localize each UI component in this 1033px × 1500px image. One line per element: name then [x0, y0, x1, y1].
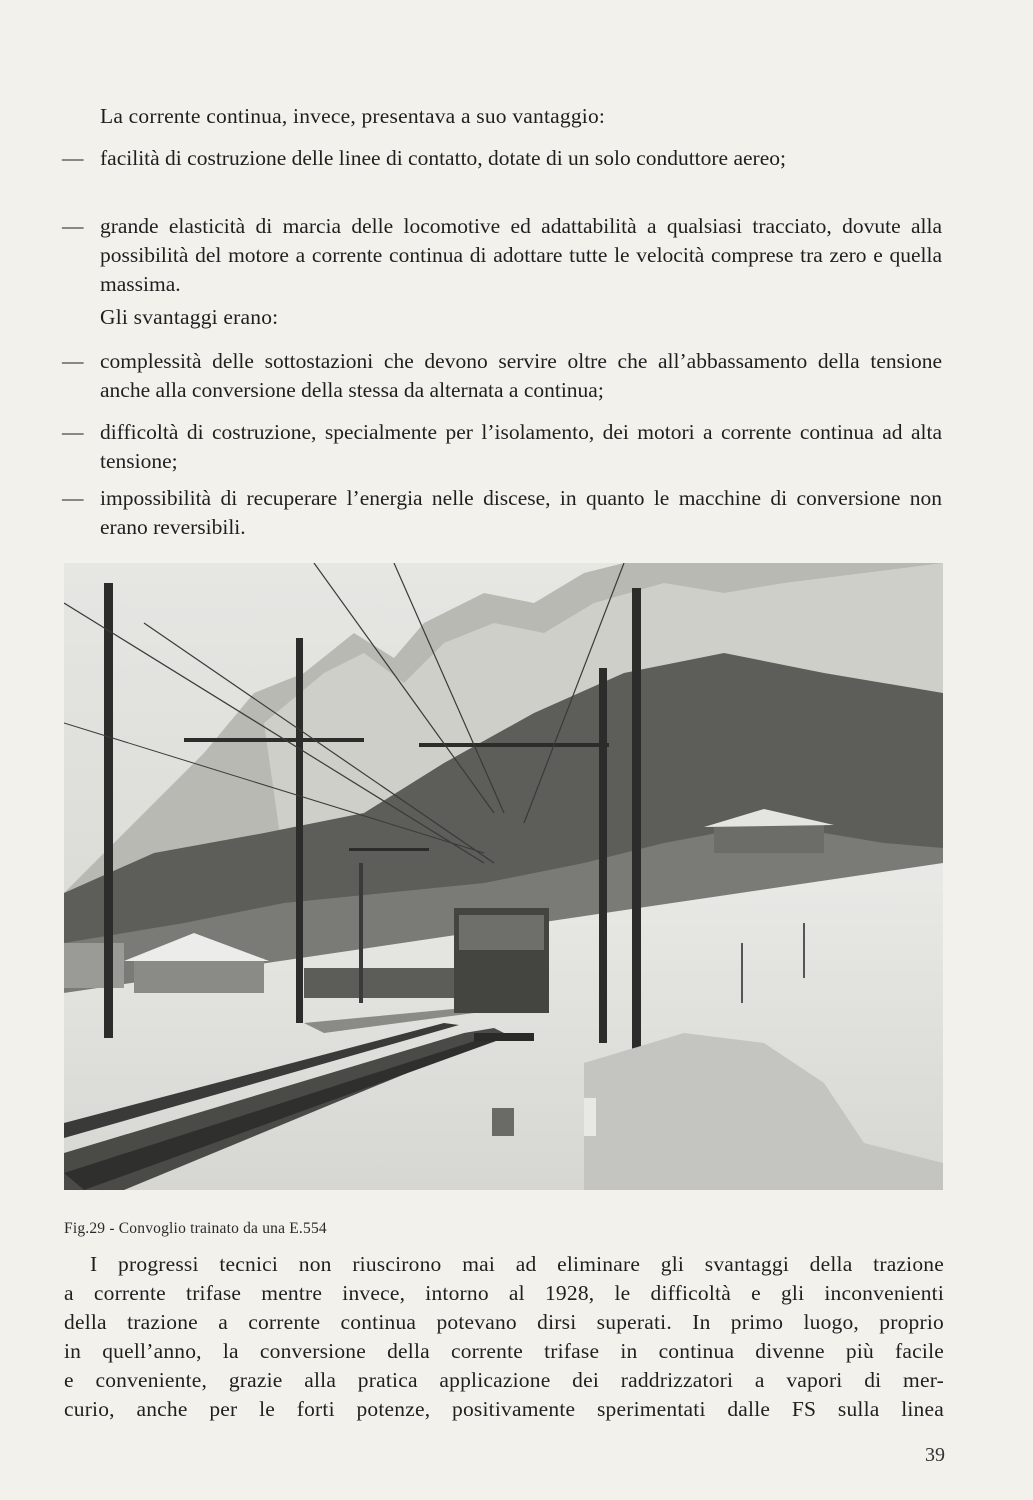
advantage-item	[62, 212, 942, 299]
intro-line	[100, 102, 940, 131]
disadvantage-text: complessità delle sottostazioni che devono servire oltre che all’abbassamento della tensione anche alla conversione della stessa da alternata a continua;	[100, 349, 942, 402]
advantage-text: grande elasticità di marcia delle locomotive ed adattabilità a qualsiasi tracciato, dovute alla possibilità del motore a corrente continua di adottare tutte le velocità comprese tra zero e quella massima.	[100, 214, 942, 296]
page-number: 39	[925, 1444, 945, 1466]
dash-marker: —	[62, 146, 84, 170]
disadvantage-item	[62, 418, 942, 476]
disadvantage-text: difficoltà di costruzione, specialmente per l’isolamento, dei motori a corrente continua ad alta tensione;	[100, 420, 942, 473]
dash-marker: —	[62, 420, 84, 444]
paragraph-line: della trazione a corrente continua potevano dirsi superati. In primo luogo, proprio	[64, 1310, 944, 1334]
photo-illustration	[64, 563, 943, 1190]
disadvantages-intro-text: Gli svantaggi erano:	[100, 305, 279, 329]
figure-caption: Fig.29 - Convoglio trainato da una E.554	[64, 1220, 327, 1237]
paragraph-line: a corrente trifase mentre invece, intorno al 1928, le difficoltà e gli inconvenienti	[64, 1281, 944, 1305]
body-paragraph	[64, 1250, 944, 1424]
dash-marker: —	[62, 349, 84, 373]
train-photograph	[64, 563, 943, 1190]
paragraph-line: I progressi tecnici non riuscirono mai ad eliminare gli svantaggi della trazione	[90, 1252, 944, 1276]
disadvantage-item	[62, 484, 942, 542]
dash-marker: —	[62, 214, 84, 238]
disadvantages-intro	[100, 303, 940, 332]
advantage-text: facilità di costruzione delle linee di contatto, dotate di un solo conduttore aereo;	[100, 146, 786, 170]
dash-marker: —	[62, 486, 84, 510]
disadvantage-item	[62, 347, 942, 405]
advantage-item	[62, 144, 942, 173]
paragraph-line: e conveniente, grazie alla pratica applicazione dei raddrizzatori a vapori di mer-	[64, 1368, 944, 1392]
intro-text: La corrente continua, invece, presentava a suo vantaggio:	[100, 104, 606, 128]
paragraph-line: in quell’anno, la conversione della corrente trifase in continua divenne più facile	[64, 1339, 944, 1363]
paragraph-line: curio, anche per le forti potenze, positivamente sperimentati dalle FS sulla linea	[64, 1397, 944, 1421]
disadvantage-text: impossibilità di recuperare l’energia nelle discese, in quanto le macchine di conversione non erano reversibili.	[100, 486, 942, 539]
